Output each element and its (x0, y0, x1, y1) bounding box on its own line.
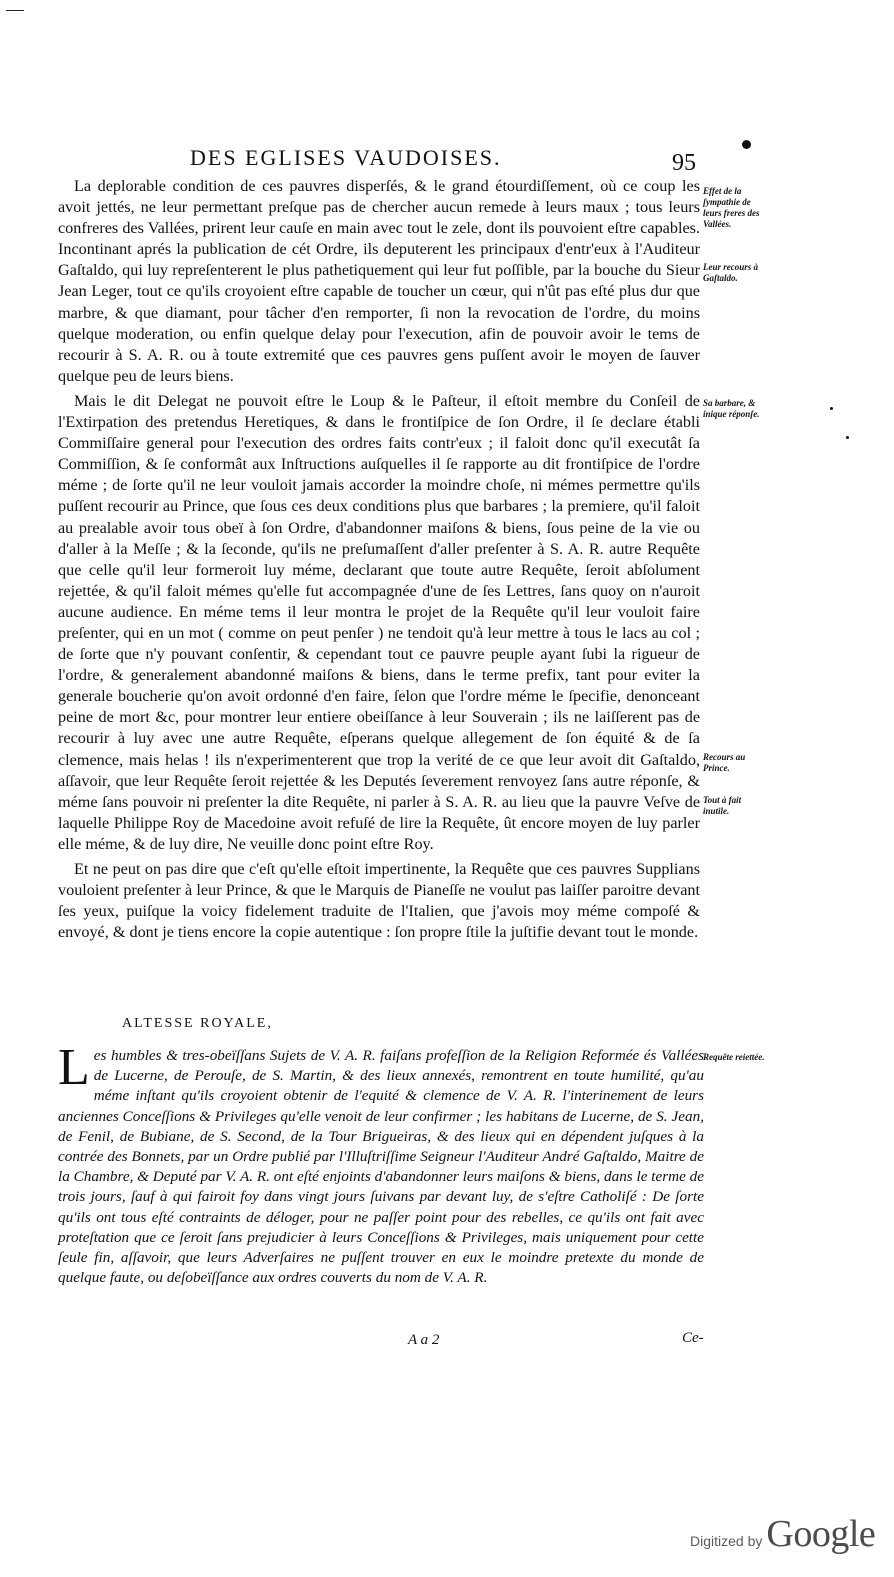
margin-note: Leur recours à Gaſtaldo. (703, 262, 759, 283)
digitized-label: Digitized by (690, 1533, 763, 1549)
paragraph: La deplorable condition de ces pauvres disperſés, & le grand étourdiſſement, où ce coup les avoit jettés, ne leur permettant preſque pas de chercher aucun remede à leurs maux ; tous leurs confreres des Vallées, prirent leur cauſe en main avec tout le zele, dont ils pouvoient eſtre capables. Incontinant aprés la publication de cét Ordre, ils deputerent les principaux d'entr'eux à l'Auditeur Gaſtaldo, qui luy repreſenterent le plus pathetiquement qui leur fut poſſible, par la bouche du Sieur Jean Leger, tout ce qu'ils croyoient eſtre capable de toucher un cœur, qui n'ût pas eſté plus dur que marbre, & que diamant, pour tâcher d'en remporter, ſi non la revocation de l'ordre, du moins quelque moderation, ou enfin quelque delay pour l'execution, afin de pouvoir avoir le tems de recourir à S. A. R. ou à toute extremité que ces pauvres gens puſſent avoir le moyen de ſauver quelque peu de leurs biens. (58, 177, 700, 385)
catchword: Ce- (682, 1330, 704, 1346)
paragraph: Mais le dit Delegat ne pouvoit eſtre le Loup & le Paſteur, il eſtoit membre du Conſeil de l'Extirpation des pretendus Heretiques, & dans le frontiſpice de ſon Ordre, il ſe declare établi Commiſſaire general pour l'execution des ordres faits contr'eux ; il faloit donc qu'il executât ſa Commiſſion, & ſe conformât aux Inſtructions auſquelles il ſe rapporte au dit frontiſpice de l'ordre méme ; de ſorte qu'il ne leur vouloit jamais accorder la moindre choſe, ni mémes permettre qu'ils puſſent recourir au Prince, que ſous ces deux conditions plus que barbares ; la premiere, qu'il faloit au prealable avoir tous obeï à ſon Ordre, d'abandonner maiſons & biens, ſous peine de la vie ou d'aller à la Meſſe ; & la ſeconde, qu'ils ne preſumaſſent d'aller preſenter à S. A. R. autre Requête que celle qu'il leur formeroit luy méme, declarant que toute autre Requête, ſeroit abſolument rejettée, & qu'il faloit mémes qu'elle fut accompagnée d'une de ſes Lettres, ſans quoy on n'auroit aucune audience. En méme tems il leur montra le projet de la Requête qu'il leur vouloit faire preſenter, qui en un mot ( comme on peut penſer ) ne tendoit qu'à leur mettre à tous le lacs au col ; de ſorte que n'y pouvant conſentir, & cependant tout ce pauvre peuple ayant ſubi la rigueur de l'ordre, & generalement abandonné maiſons & biens, dans le terme prefix, tant pour eviter la generale boucherie qu'on avoit ordonné d'en faire, ſelon que l'ordre méme le ſpecifie, denonceant peine de mort &c, pour montrer leur entiere obeiſſance à leur Souverain ; ils ne laiſſerent pas de recourir à luy avec une autre Requête, eſperans quelque allegement de ſon équité & de ſa clemence, mais helas ! ils n'experimenterent que trop la verité de ce que leur avoit dit Gaſtaldo, aſſavoir, que leur Requête ſeroit rejettée & les Deputés ſeverement renvoyez ſans autre réponſe, & méme ſans pouvoir ni preſenter la dite Requête, ni parler à S. A. R. au lieu que la pauvre Veſve de laquelle Philippe Roy de Macedoine avoit refuſé de lire la Requête, ût encore moyen de luy parler elle méme, & de luy dire, Ne veuille donc point eſtre Roy. (58, 391, 700, 853)
ink-spot (742, 140, 751, 149)
ink-speck (830, 407, 833, 410)
digitized-by-google-watermark (690, 1512, 875, 1556)
section-heading: ALTESSE ROYALE, (122, 1016, 273, 1031)
margin-note: Tout à fait inutile. (703, 795, 742, 816)
ink-speck (846, 436, 849, 439)
google-logo: Google (766, 1513, 876, 1555)
main-text (58, 176, 700, 947)
paragraph: Et ne peut on pas dire que c'eſt qu'elle eſtoit impertinente, la Requête que ces pauvres Supplians vouloient preſenter à leur Prince, & que le Marquis de Pianeſſe ne voulut pas laiſſer paroitre devant ſes yeux, puiſque la voicy fidelement traduite de l'Italien, que j'avois moy méme compoſé & envoyé, & dont je tiens encore la copie autentique : ſon propre ſtile la juſtifie devant tout le monde. (58, 860, 700, 942)
signature-mark: A a 2 (408, 1332, 440, 1348)
running-header: DES EGLISES VAUDOISES. (190, 145, 502, 170)
petition-body: es humbles & tres-obeïſſans Sujets de V. A. R. faiſans profeſſion de la Religion Reformée és Vallées de Lucerne, de Perouſe, de S. Martin, & des lieux annexés, remontrent en toute humilité, qu'au méme inſtant qu'ils croyoient obtenir de l'equité & clemence de V. A. R. l'interinement de leurs anciennes Conceſſions & Privileges qu'elle venoit de leur confirmer ; les habitans de Lucerne, de S. Jean, de Fenil, de Bubiane, de S. Second, de la Tour Brigueiras, & des lieux qui en dépendent juſques à la contrée des Bonnets, par un Ordre publié par l'Illuſtriſſime Seigneur l'Auditeur André Gaſtaldo, Maitre de la Chambre, & Deputé par V. A. R. ont eſté enjoints d'abandonner leurs maiſons & biens, dans le terme de trois jours, ſauf à qui fairoit foy dans vingt jours ſuivans par devant luy, de s'eſtre Catholiſé : De ſorte qu'ils ont tous eſté contraints de déloger, pour ne paſſer point pour des rebelles, ce qu'ils ont fait avec proteſtation que ce ſeroit ſans prejudicier à leurs Conceſſions & Privileges, mais uniquement pour cette ſeule fin, aſſavoir, que leurs Adverſaires ne puſſent trouver en eux le moindre pretexte du monde de quelque faute, ou deſobeïſſance aux ordres couverts du nom de V. A. R. (58, 1047, 704, 1287)
page-edge-mark (6, 10, 24, 11)
margin-note: Requête reiettée. (703, 1052, 765, 1062)
margin-note: Effet de la ſympathie de leurs freres des Vallées. (703, 186, 760, 229)
petition-text (58, 1039, 704, 1288)
margin-note: Recours au Prince. (703, 752, 746, 773)
page-number: 95 (672, 150, 696, 176)
margin-note: Sa barbare, & inique réponſe. (703, 398, 760, 419)
drop-cap: L (58, 1039, 90, 1096)
